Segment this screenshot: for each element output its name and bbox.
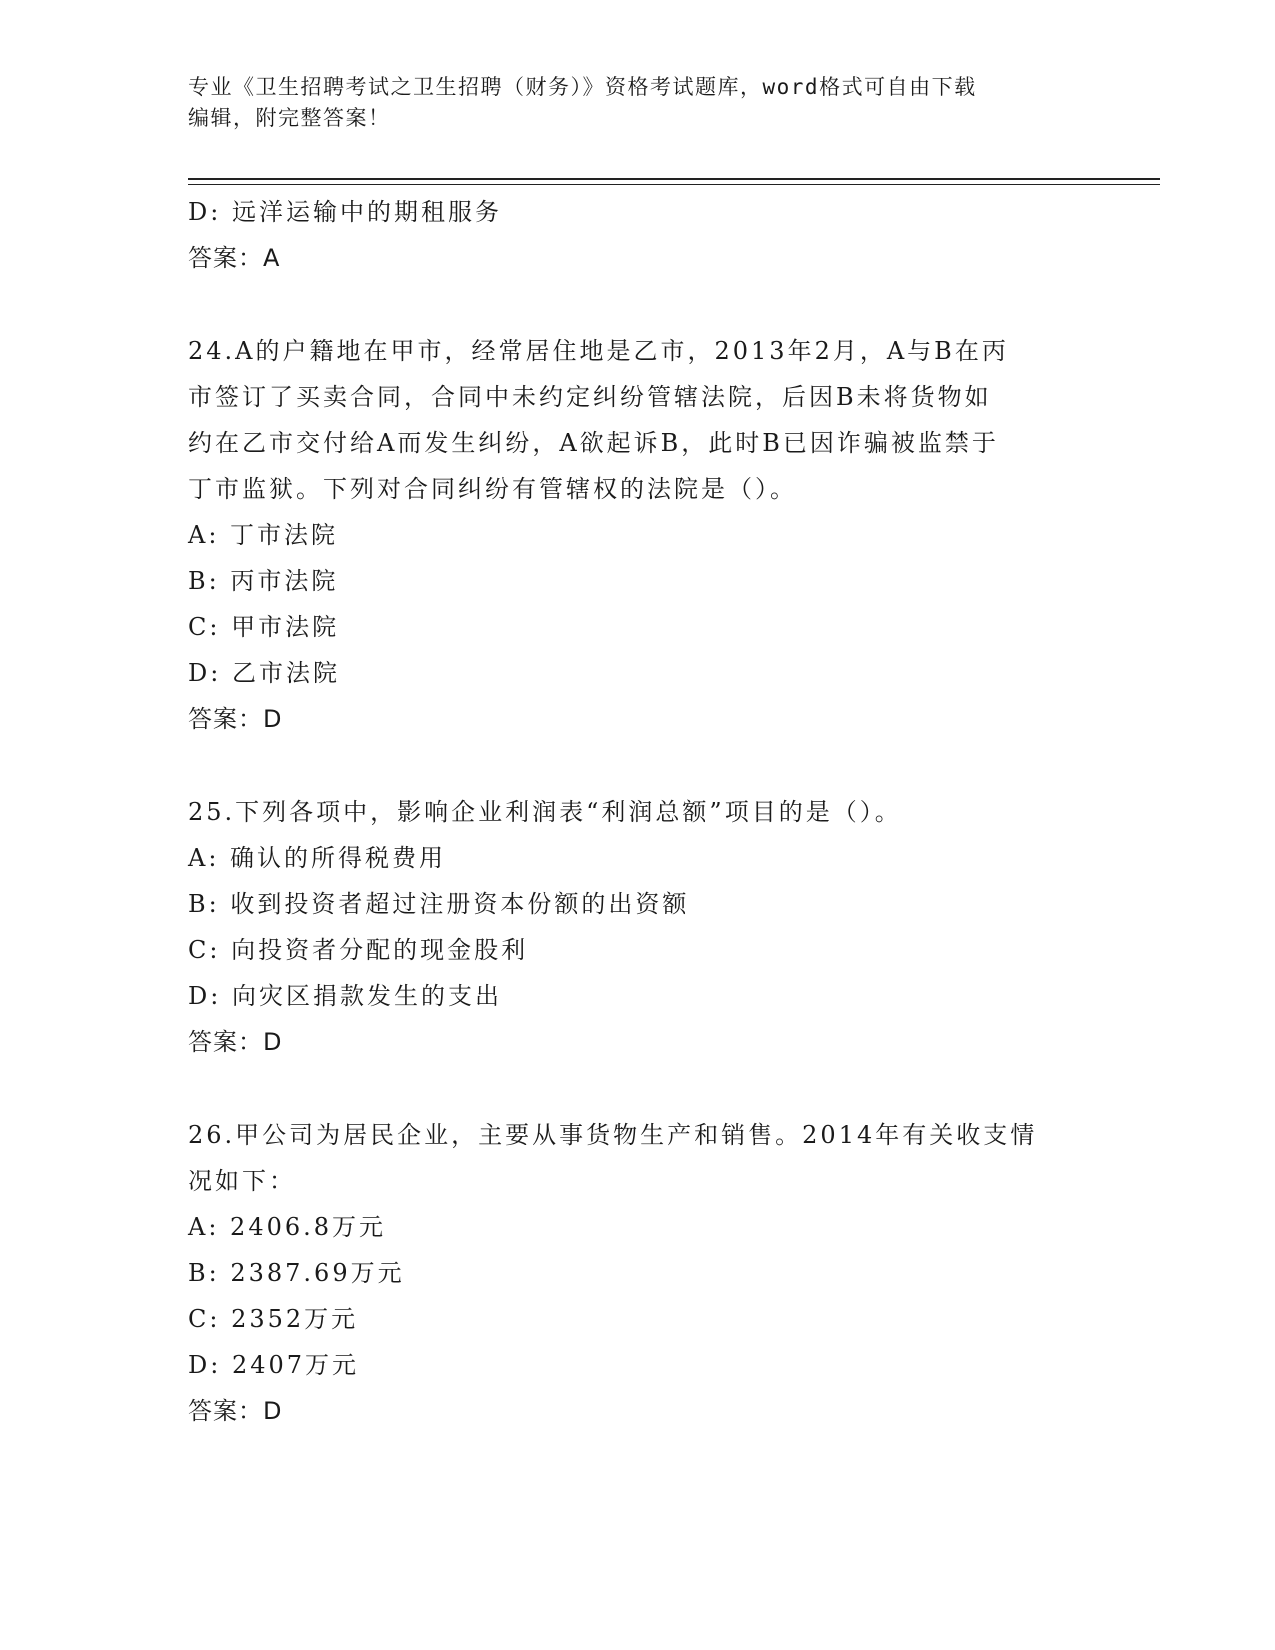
question-26-option-c: C: 2352万元 bbox=[188, 1305, 359, 1333]
prev-option-d: D: 远洋运输中的期租服务 bbox=[188, 198, 502, 226]
question-26-stem-line: 26.甲公司为居民企业，主要从事货物生产和销售。2014年有关收支情 bbox=[188, 1121, 1038, 1149]
question-26-option-d: D: 2407万元 bbox=[188, 1351, 360, 1379]
question-25-option-c: C: 向投资者分配的现金股利 bbox=[188, 936, 529, 964]
header-line-2: 编辑，附完整答案！ bbox=[188, 106, 391, 130]
question-24-option-a: A: 丁市法院 bbox=[188, 521, 339, 549]
question-24-option-b: B: 丙市法院 bbox=[188, 567, 339, 595]
header-divider-thin bbox=[188, 184, 1160, 185]
question-25-option-d: D: 向灾区捐款发生的支出 bbox=[188, 982, 502, 1010]
question-24-answer: 答案：D bbox=[188, 705, 283, 733]
question-26-stem-line: 况如下： bbox=[188, 1167, 296, 1195]
prev-answer: 答案：A bbox=[188, 244, 281, 272]
question-25-option-b: B: 收到投资者超过注册资本份额的出资额 bbox=[188, 890, 690, 918]
question-25-option-a: A: 确认的所得税费用 bbox=[188, 844, 447, 872]
question-26-option-a: A: 2406.8万元 bbox=[188, 1213, 387, 1241]
header-line-1: 专业《卫生招聘考试之卫生招聘（财务）》资格考试题库，word格式可自由下载 bbox=[188, 75, 977, 99]
header-divider-thick bbox=[188, 178, 1160, 180]
question-25-stem-line: 25.下列各项中，影响企业利润表“利润总额”项目的是（）。 bbox=[188, 798, 902, 826]
question-24-option-d: D: 乙市法院 bbox=[188, 659, 340, 687]
question-26 bbox=[188, 1112, 1088, 1434]
question-24-stem-line: 24.A的户籍地在甲市，经常居住地是乙市，2013年2月，A与B在丙 bbox=[188, 337, 1009, 365]
question-25 bbox=[188, 789, 1088, 1065]
question-24-option-c: C: 甲市法院 bbox=[188, 613, 340, 641]
question-24 bbox=[188, 328, 1088, 742]
question-24-stem-line: 市签订了买卖合同，合同中未约定纠纷管辖法院，后因B未将货物如 bbox=[188, 383, 992, 411]
question-25-answer: 答案：D bbox=[188, 1028, 283, 1056]
document-header bbox=[188, 72, 1088, 134]
question-24-stem-line: 丁市监狱。下列对合同纠纷有管辖权的法院是（）。 bbox=[188, 475, 797, 503]
question-24-stem-line: 约在乙市交付给A而发生纠纷，A欲起诉B，此时B已因诈骗被监禁于 bbox=[188, 429, 999, 457]
question-26-answer: 答案：D bbox=[188, 1397, 283, 1425]
question-26-option-b: B: 2387.69万元 bbox=[188, 1259, 405, 1287]
question-content bbox=[188, 189, 1088, 1434]
